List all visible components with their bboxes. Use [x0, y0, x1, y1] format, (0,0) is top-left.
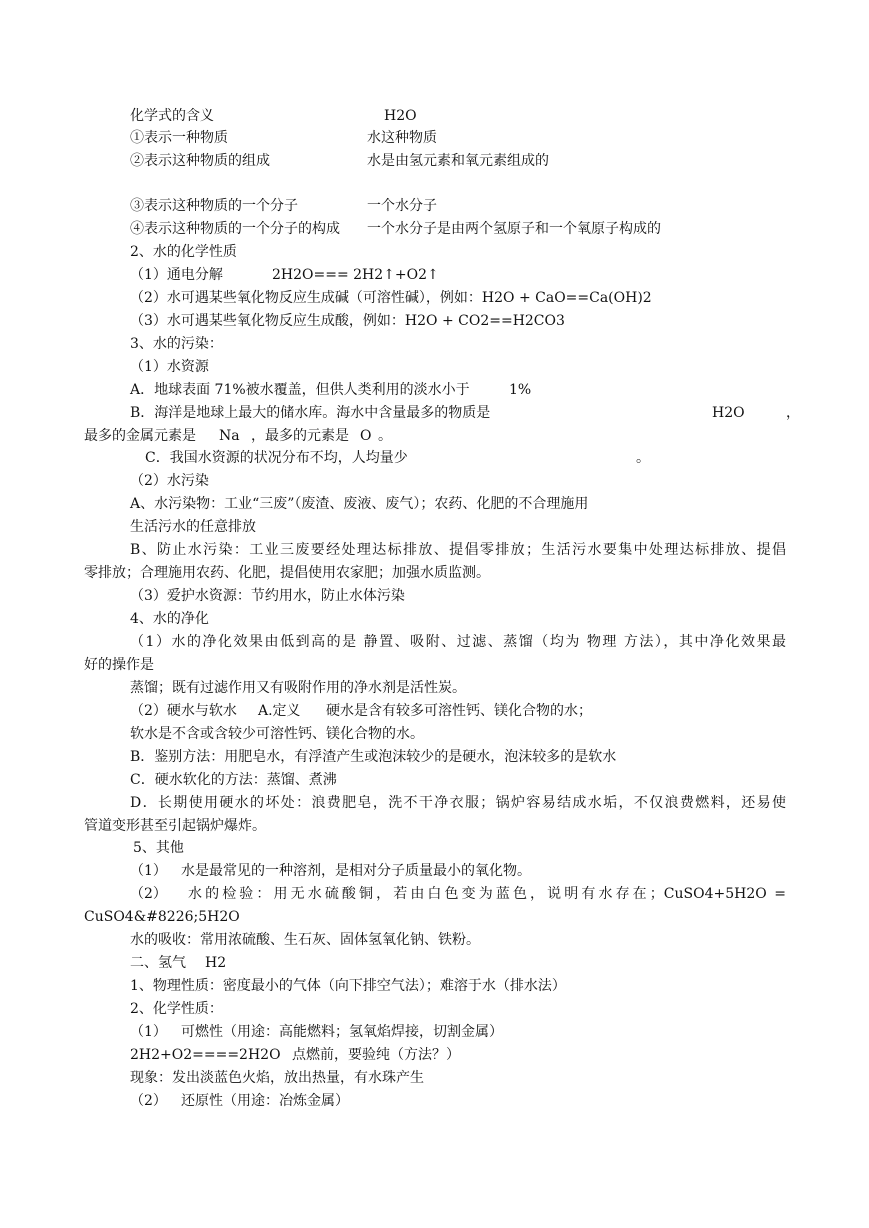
text-line: 好的操作是: [84, 657, 154, 673]
text-line: （1）: [130, 1024, 167, 1040]
text-line: （2）硬水与软水: [130, 703, 237, 719]
text-line: ①表示一种物质: [130, 130, 228, 146]
section-heading: 2、水的化学性质: [130, 244, 237, 260]
text-line: H2O: [712, 405, 745, 421]
text-line: H2O: [384, 108, 417, 124]
text-line: ，: [786, 405, 800, 421]
text-line: B、防止水污染：工业三废要经处理达标排放、提倡零排放；生活污水要集中处理达标排放、提倡: [130, 542, 786, 558]
text-line: 蒸馏；既有过滤作用又有吸附作用的净水剂是活性炭。: [130, 680, 466, 696]
text-line: A．地球表面 71%被水覆盖，但供人类利用的淡水小于: [130, 382, 470, 398]
text-line: 化学式的含义: [130, 108, 214, 124]
text-line: （1）水资源: [130, 359, 209, 375]
text-line: （1）: [130, 863, 167, 879]
text-line: Na: [219, 428, 240, 444]
text-line: C．我国水资源的状况分布不均，人均量少: [145, 450, 408, 466]
text-line: ，最多的元素是: [251, 428, 349, 444]
text-line: 水的吸收：常用浓硫酸、生石灰、固体氢氧化钠、铁粉。: [130, 932, 480, 948]
text-line: （3）爱护水资源：节约用水，防止水体污染: [130, 588, 405, 604]
text-line: （2）: [130, 886, 167, 902]
text-line: ③表示这种物质的一个分子: [130, 198, 298, 214]
section-heading: 二、氢气: [130, 955, 186, 971]
text-line: 水这种物质: [367, 130, 437, 146]
text-line: ②表示这种物质的组成: [130, 153, 270, 169]
text-line: （3）水可遇某些氧化物反应生成酸，例如：H2O + CO2==H2CO3: [130, 313, 565, 329]
text-line: （2）水可遇某些氧化物反应生成碱（可溶性碱），例如：H2O + CaO==Ca(OH)2: [130, 290, 652, 306]
text-line: 还原性（用途：冶炼金属）: [181, 1093, 349, 1109]
text-line: CuSO4&#8226;5H2O: [84, 909, 240, 925]
section-heading: 5、其他: [133, 840, 184, 856]
text-line: 最多的金属元素是: [84, 428, 196, 444]
text-line: 。: [378, 428, 392, 444]
section-heading: 3、水的污染：: [130, 336, 223, 352]
text-line: 。: [636, 450, 650, 466]
text-line: （2）: [130, 1093, 167, 1109]
text-line: B．海洋是地球上最大的储水库。海水中含量最多的物质是: [130, 405, 491, 421]
text-line: 一个水分子: [367, 198, 437, 214]
text-line: （1）通电分解: [130, 267, 223, 283]
equation: 2H2O=== 2H2↑+O2↑: [272, 267, 439, 283]
section-heading: 4、水的净化: [130, 611, 209, 627]
text-line: A、水污染物：工业“三废”（废渣、废液、废气）；农药、化肥的不合理施用: [130, 496, 589, 512]
text-line: （1）水的净化效果由低到高的是 静置、吸附、过滤、蒸馏（均为 物理 方法），其中净化效果最: [130, 634, 786, 650]
text-line: 1%: [509, 382, 532, 398]
text-line: 硬水是含有较多可溶性钙、镁化合物的水；: [326, 703, 592, 719]
text-line: 生活污水的任意排放: [130, 519, 256, 535]
text-line: 一个水分子是由两个氢原子和一个氧原子构成的: [367, 221, 661, 237]
text-line: （2）水污染: [130, 473, 209, 489]
text-line: 1、物理性质：密度最小的气体（向下排空气法）；难溶于水（排水法）: [130, 978, 566, 994]
equation: 2H2+O2====2H2O: [130, 1047, 281, 1063]
text-line: 零排放；合理施用农药、化肥，提倡使用农家肥；加强水质监测。: [84, 565, 490, 581]
text-line: 水是由氢元素和氧元素组成的: [367, 153, 549, 169]
text-line: 水是最常见的一种溶剂，是相对分子质量最小的氧化物。: [181, 863, 531, 879]
text-line: ④表示这种物质的一个分子的构成: [130, 221, 340, 237]
text-line: 点燃前，要验纯（方法？）: [292, 1047, 460, 1063]
text-line: D．长期使用硬水的坏处：浪费肥皂，洗不干净衣服；锅炉容易结成水垢，不仅浪费燃料，还易使: [130, 795, 786, 811]
text-line: 可燃性（用途：高能燃料；氢氧焰焊接，切割金属）: [181, 1024, 503, 1040]
text-line: 软水是不含或含较少可溶性钙、镁化合物的水。: [130, 726, 424, 742]
text-line: 水的检验：用无水硫酸铜，若由白色变为蓝色，说明有水存在；CuSO4+5H2O =: [188, 886, 786, 902]
text-line: A.定义: [258, 703, 301, 719]
text-line: 现象：发出淡蓝色火焰，放出热量，有水珠产生: [130, 1070, 424, 1086]
text-line: O: [360, 428, 372, 444]
text-line: 管道变形甚至引起锅炉爆炸。: [84, 818, 266, 834]
text-line: 2、化学性质：: [130, 1001, 223, 1017]
text-line: B．鉴别方法：用肥皂水，有浮渣产生或泡沫较少的是硬水，泡沫较多的是软水: [130, 749, 617, 765]
text-line: H2: [205, 955, 227, 971]
text-line: C．硬水软化的方法：蒸馏、煮沸: [130, 772, 337, 788]
